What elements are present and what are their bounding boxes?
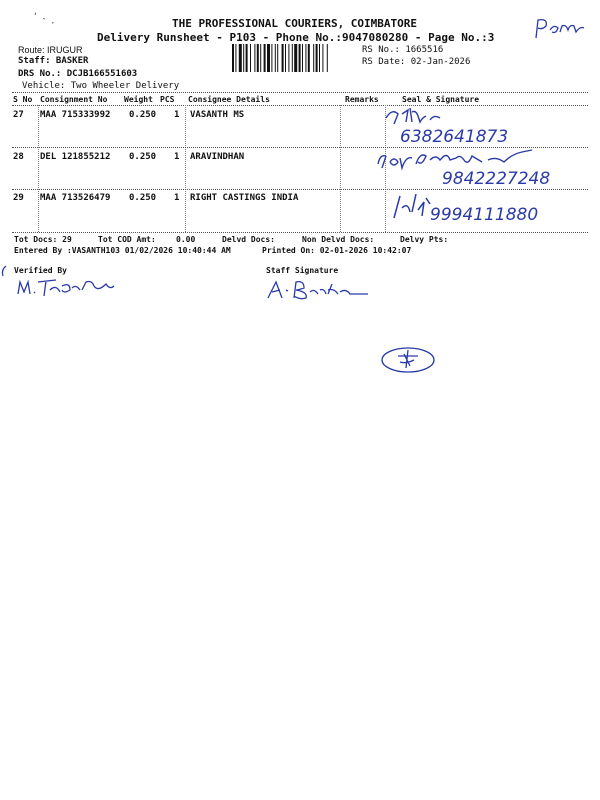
signature-row-29 [390, 188, 570, 228]
margin-mark [0, 264, 8, 278]
corner-mark: ' - . [31, 11, 57, 26]
delvy-pts: Delvy Pts: [400, 235, 449, 244]
row-weight: 0.250 [129, 193, 157, 203]
row-consignee: RIGHT CASTINGS INDIA [190, 193, 299, 203]
stamp-circle [380, 346, 438, 374]
row-pcs: 1 [174, 110, 180, 120]
runsheet-subtitle: Delivery Runsheet - P103 - Phone No.:9047080280 - Page No.:3 [97, 31, 495, 44]
staff-signature-label: Staff Signature [266, 266, 339, 275]
svg-text:6382641873: 6382641873 [400, 127, 509, 147]
barcode [232, 44, 358, 78]
col-consignment: Consignment No [40, 95, 108, 104]
col-pcs: PCS [160, 95, 175, 104]
row-weight: 0.250 [129, 152, 157, 162]
drs-number: DRS No.: DCJB166551603 [18, 69, 138, 79]
signature-row-27 [382, 106, 562, 150]
row-consignment: DEL 121855212 [40, 152, 111, 162]
row-pcs: 1 [174, 193, 180, 203]
delvd-docs: Delvd Docs: [222, 235, 275, 244]
col-remarks: Remarks [345, 95, 379, 104]
svg-text:9842227248: 9842227248 [442, 169, 551, 189]
col-seal: Seal & Signature [402, 95, 480, 104]
row-consignee: ARAVINDHAN [190, 152, 245, 162]
non-delvd-docs: Non Delvd Docs: [302, 235, 375, 244]
col-consignee: Consignee Details [188, 95, 270, 104]
company-title: THE PROFESSIONAL COURIERS, COIMBATORE [172, 17, 418, 30]
route-label: Route: IRUGUR [18, 45, 83, 55]
row-consignee: VASANTH MS [190, 110, 245, 120]
row-sno: 27 [13, 110, 24, 120]
svg-text:9994111880: 9994111880 [430, 205, 539, 225]
row-sno: 28 [13, 152, 24, 162]
row-consignment: MAA 713526479 [40, 193, 111, 203]
tot-docs: Tot Docs: 29 [14, 235, 72, 244]
rs-date: RS Date: 02-Jan-2026 [362, 57, 471, 67]
staff-label: Staff: BASKER [18, 56, 89, 66]
tot-cod-value: 0.00 [176, 235, 196, 244]
vehicle-label: Vehicle: Two Wheeler Delivery [22, 81, 180, 91]
verified-by-label: Verified By [14, 266, 67, 275]
row-pcs: 1 [174, 152, 180, 162]
verified-signature [14, 276, 124, 302]
signature-row-28 [372, 146, 582, 190]
handwriting-top-right [530, 14, 590, 44]
rs-number: RS No.: 1665516 [362, 45, 444, 55]
entered-by: Entered By :VASANTH103 01/02/2026 10:40:44 AM [14, 246, 231, 255]
tot-cod: Tot COD Amt: [98, 235, 156, 244]
row-consignment: MAA 715333992 [40, 110, 111, 120]
col-weight: Weight [124, 95, 153, 104]
staff-signature [264, 276, 384, 304]
row-sno: 29 [13, 193, 24, 203]
printed-on: Printed On: 02-01-2026 10:42:07 [262, 246, 412, 255]
col-sno: S No [13, 95, 33, 104]
row-weight: 0.250 [129, 110, 157, 120]
